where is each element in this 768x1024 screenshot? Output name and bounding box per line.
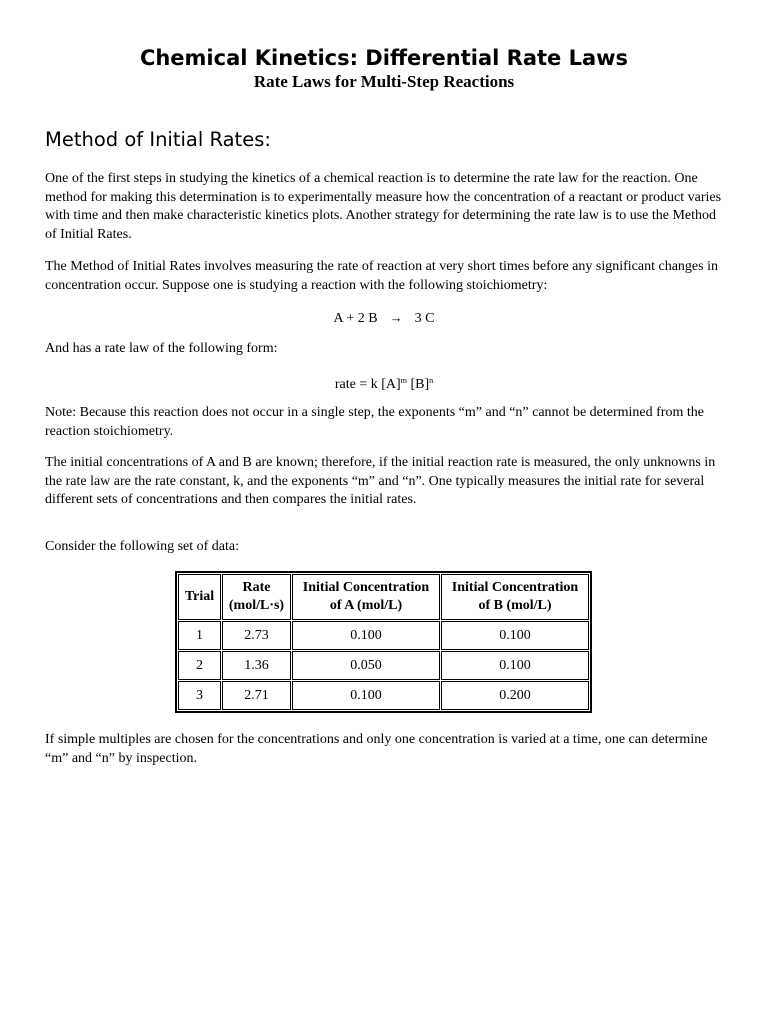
cell-trial: 1 bbox=[178, 621, 221, 650]
rate-law-exponent-m: m bbox=[400, 376, 407, 385]
cell-rate: 2.71 bbox=[222, 681, 291, 710]
header-conc-b bbox=[441, 574, 589, 620]
rate-law-prefix: rate = k [A] bbox=[334, 377, 401, 392]
paragraph-intro: One of the first steps in studying the kinetics of a chemical reaction is to determine the rate law for the reaction. One method for making this determination is to experimentally measure how the concentration of a reactant or product varies with time and then make characteristic kinetics plots. Another strategy for determining the rate law is to use the Method of Initial Rates. bbox=[45, 171, 722, 243]
table-header-row bbox=[178, 574, 589, 620]
header-conc-b-line1: Initial Concentration bbox=[451, 580, 579, 595]
header-conc-a bbox=[292, 574, 440, 620]
cell-trial: 3 bbox=[178, 681, 221, 710]
table-row bbox=[178, 621, 589, 650]
header-rate-line2: (mol/L·s) bbox=[228, 598, 285, 613]
cell-conc-b: 0.100 bbox=[441, 621, 589, 650]
header-trial: Trial bbox=[178, 574, 221, 620]
rate-law-exponent-n: n bbox=[429, 376, 434, 385]
paragraph-initial-concentrations: The initial concentrations of A and B are known; therefore, if the initial reaction rate is measured, the only unknowns in the rate law are the rate constant, k, and the exponents “m” and “n”. One typically measures the initial rate for several different sets of concentrations and then compares the initial rates. bbox=[45, 455, 716, 508]
header-conc-a-line1: Initial Concentration bbox=[302, 580, 430, 595]
paragraph-consider-data: Consider the following set of data: bbox=[45, 539, 240, 554]
paragraph-rate-law-intro: And has a rate law of the following form: bbox=[45, 341, 278, 356]
reaction-equation bbox=[45, 309, 723, 328]
header-rate bbox=[222, 574, 291, 620]
document-title: Chemical Kinetics: Differential Rate Laws bbox=[139, 46, 629, 70]
paragraph-method: The Method of Initial Rates involves measuring the rate of reaction at very short times before any significant changes in concentration occur. Suppose one is studying a reaction with the following stoichiometry: bbox=[45, 259, 718, 293]
header-rate-line1: Rate bbox=[242, 580, 271, 595]
initial-rates-table bbox=[175, 571, 592, 713]
paragraph-conclusion: If simple multiples are chosen for the concentrations and only one concentration is varied at a time, one can determine “m” and “n” by inspection. bbox=[45, 732, 708, 766]
cell-trial: 2 bbox=[178, 651, 221, 680]
reaction-reactants: A + 2 B bbox=[333, 311, 378, 326]
cell-conc-a: 0.100 bbox=[292, 621, 440, 650]
rate-law-middle: [B] bbox=[406, 377, 430, 392]
cell-conc-b: 0.100 bbox=[441, 651, 589, 680]
reaction-arrow: → bbox=[389, 310, 403, 325]
cell-conc-a: 0.100 bbox=[292, 681, 440, 710]
cell-conc-a: 0.050 bbox=[292, 651, 440, 680]
reaction-products: 3 C bbox=[414, 311, 435, 326]
table-row bbox=[178, 681, 589, 710]
cell-rate: 2.73 bbox=[222, 621, 291, 650]
table-row bbox=[178, 651, 589, 680]
paragraph-note: Note: Because this reaction does not occur in a single step, the exponents “m” and “n” cannot be determined from the reaction stoichiometry. bbox=[45, 405, 704, 439]
document-subtitle: Rate Laws for Multi-Step Reactions bbox=[253, 72, 515, 91]
cell-rate: 1.36 bbox=[222, 651, 291, 680]
cell-conc-b: 0.200 bbox=[441, 681, 589, 710]
header-conc-a-line2: of A (mol/L) bbox=[329, 598, 403, 613]
header-conc-b-line2: of B (mol/L) bbox=[478, 598, 552, 613]
rate-law-equation bbox=[45, 372, 723, 394]
section-heading: Method of Initial Rates: bbox=[45, 128, 271, 151]
